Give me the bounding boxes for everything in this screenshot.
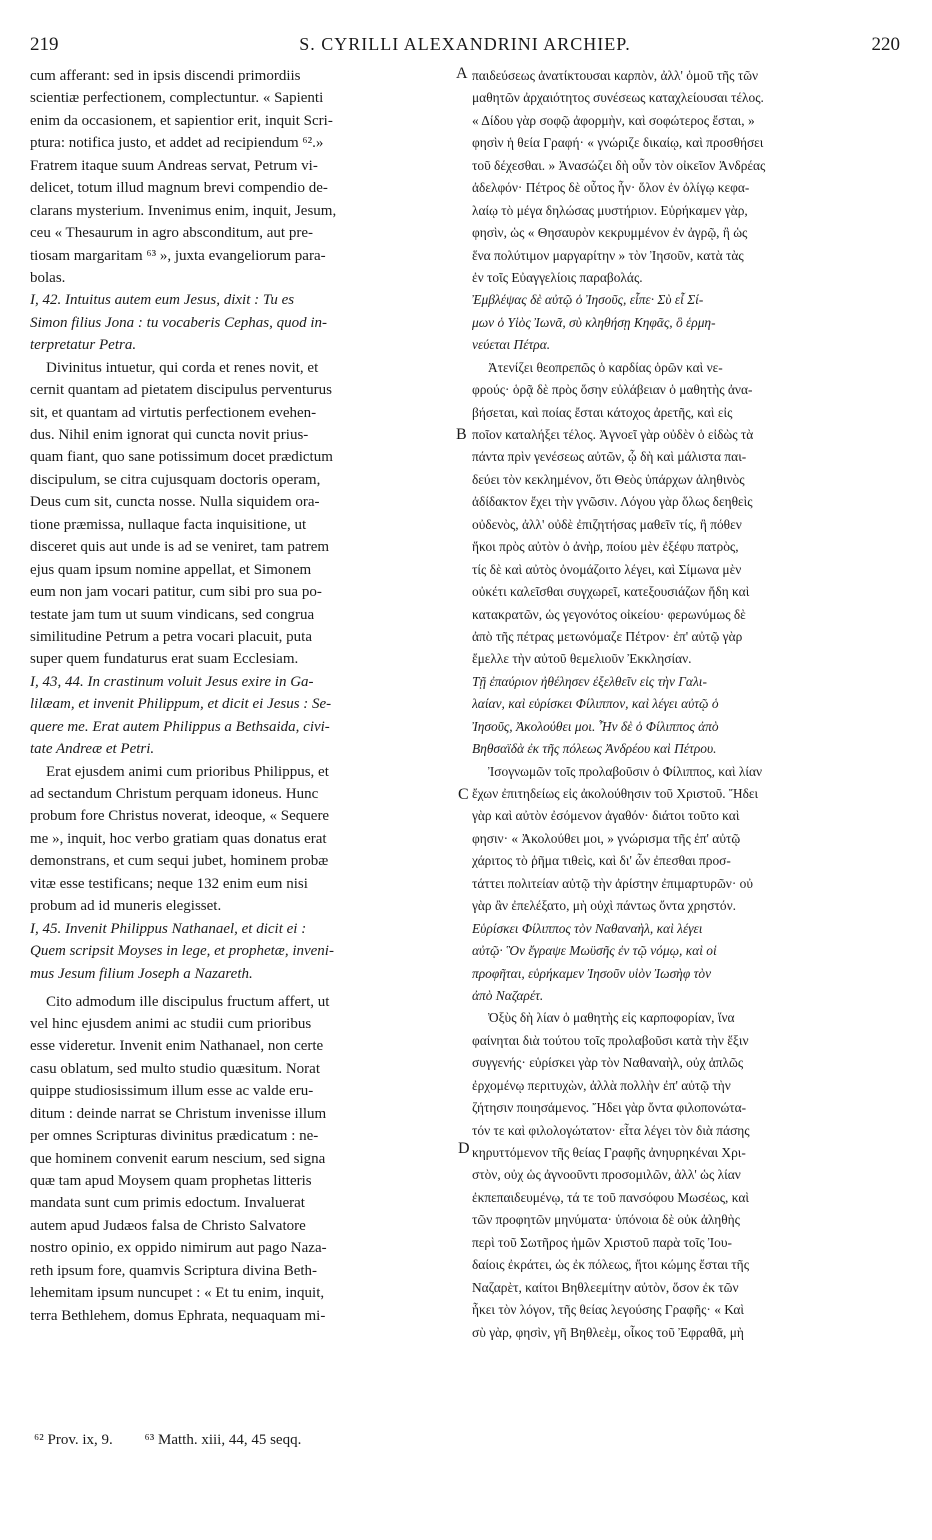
text-line: cum afferant: sed in ipsis discendi primordiis: [30, 68, 301, 84]
text-line: ἐν τοῖς Εὐαγγελίοις παραβολάς.: [472, 269, 643, 285]
text-line: mandata sunt cum primis edoctum. Invaluerat: [30, 1195, 305, 1212]
text-line: ptura: notifica justo, et addet ad recipiendum ⁶².»: [30, 135, 324, 152]
text-line: ἔμελλε τὴν αὐτοῦ θεμελιοῦν Ἐκκλησίαν.: [472, 651, 692, 667]
text-line: sit, et quantam ad virtutis perfectionem evehen-: [30, 404, 317, 421]
text-line: Ἀτενίζει θεοπρεπῶς ὁ καρδίας ὁρῶν καὶ νε-: [488, 359, 723, 375]
text-line: τόν τε καὶ φιλολογώτατον· εἶτα λέγει τὸν διὰ πάσης: [472, 1122, 750, 1138]
text-line: I, 42. Intuitus autem eum Jesus, dixit : Tu es: [30, 292, 295, 309]
greek-column: [472, 65, 907, 1344]
text-line: eum non jam vocari patitur, cum sibi pro sua po-: [30, 584, 322, 601]
latin-column: [30, 65, 460, 1327]
text-line: οὐδενὸς, ἀλλ' οὐδὲ ἐπιζητήσας μαθεῖν τίς, ἢ πόθεν: [472, 516, 742, 532]
text-line: esse videretur. Invenit enim Nathanael, non certe: [30, 1038, 324, 1055]
running-header: [30, 34, 900, 56]
text-line: testate jam tum ut suum vindicans, sed congrua: [30, 606, 315, 623]
text-line: ἀπὸ τῆς πέτρας μετωνόμαζε Πέτρον· ἐπ' αὐτῷ γὰρ: [472, 628, 743, 644]
text-line: Deus cum sit, cuncta nosse. Nulla siquidem ora-: [30, 494, 320, 511]
text-line: ceu « Thesaurum in agro absconditum, aut pre-: [30, 225, 313, 242]
text-line: κηρυττόμενον τῆς θείας Γραφῆς ἀνηυρηκέναι Χρι-: [472, 1145, 746, 1160]
footnotes: [34, 1432, 329, 1449]
text-line: νεύεται Πέτρα.: [472, 337, 551, 353]
text-line: reth ipsum fore, quamvis Scriptura divina Beth-: [30, 1262, 318, 1279]
margin-letter-c: C: [458, 786, 469, 803]
text-line: ditum : deinde narrat se Christum invenisse illum: [30, 1105, 327, 1122]
text-line: vel hinc ejusdem animi ac studii cum prioribus: [30, 1015, 312, 1032]
text-line: demonstrans, et cum sequi jubet, hominem probæ: [30, 853, 329, 870]
text-line: λαίαν, καὶ εὑρίσκει Φίλιππον, καὶ λέγει αὐτῷ ὁ: [472, 696, 719, 712]
text-line: ζήτησιν ποιησάμενος. Ἤδει γὰρ ὄντα φιλοπονώτα-: [472, 1100, 747, 1116]
text-line: tate Andreæ et Petri.: [30, 741, 155, 758]
text-line: Βηθσαϊδὰ ἐκ τῆς πόλεως Ἀνδρέου καὶ Πέτρου.: [472, 741, 717, 757]
text-line: μαθητῶν ἀρχαιότητος συνέσεως καταχλείουσαι τέλος.: [472, 90, 764, 106]
text-line: ἔχων ἐπιτηδείως εἰς ἀκολούθησιν τοῦ Χριστοῦ. Ἤδει: [472, 786, 759, 801]
text-line: Fratrem itaque suum Andreas servat, Petrum vi-: [30, 157, 318, 174]
text-line: lehemitam ipsum nuncupet : « Et tu enim, inquit,: [30, 1285, 325, 1302]
text-line: γὰρ καὶ αὐτὸν ἐσόμενον ἀγαθόν· διάτοι τοῦτο καὶ: [472, 808, 740, 824]
text-line: lilæam, et invenit Philippum, et dicit ei Jesus : Se-: [30, 696, 332, 713]
text-line: I, 45. Invenit Philippus Nathanael, et dicit ei :: [30, 920, 307, 937]
text-line: super quem fundaturus erat suam Ecclesiam.: [30, 651, 299, 668]
text-line: vitæ esse testificans; neque 132 enim eum nisi: [30, 875, 308, 892]
text-line: Ἐμβλέψας δὲ αὐτῷ ὁ Ἰησοῦς, εἶπε· Σὺ εἶ Σί-: [472, 292, 704, 308]
text-line: γὰρ ἂν ἐπελέξατο, μὴ οὐχὶ πάντως ὄντα χρηστόν.: [472, 898, 737, 914]
text-line: probum fore Christus noverat, ideoque, « Sequere: [30, 808, 330, 825]
text-line: μων ὁ Υἱὸς Ἰωνᾶ, σὺ κληθήσῃ Κηφᾶς, ὃ ἑρμη-: [472, 314, 716, 330]
text-line: τίς δὲ καὶ αὐτὸς ὀνομάζοιτο λέγει, καὶ Σίμωνα μὲν: [472, 561, 742, 577]
text-line: tiosam margaritam ⁶³ », juxta evangeliorum para-: [30, 247, 326, 264]
text-line: τάττει πολιτείαν αὐτῷ τὴν ἀρίστην ἐπιμαρτυρῶν· οὐ: [472, 875, 753, 891]
text-line: ad sectandum Christum perquam idoneus. Hunc: [30, 786, 319, 802]
text-line: Ἰσογνωμῶν τοῖς προλαβοῦσιν ὁ Φίλιππος, καὶ λίαν: [488, 763, 763, 779]
text-line: οὐκέτι καλεῖσθαι συγχωρεῖ, κατεξουσιάζων ἤδη καὶ: [472, 584, 750, 600]
text-line: βήσεται, καὶ ποίας ἔσται κάτοχος ἀρετῆς, καὶ εἰς: [472, 404, 733, 420]
text-line: συγγενής· εὑρίσκει γὰρ τὸν Ναθαναὴλ, οὐχ ἁπλῶς: [472, 1055, 744, 1071]
text-line: discipulum, se citra cujusquam doctoris operam,: [30, 471, 321, 488]
margin-letter-b: B: [456, 426, 467, 443]
margin-letter-d: D: [458, 1140, 470, 1157]
text-line: ἕνα πολύτιμον μαργαρίτην » τὸν Ἰησοῦν, κατὰ τὰς: [472, 247, 744, 263]
text-line: ἀδίδακτον ἔχει τὴν γνῶσιν. Λόγου γὰρ ὅλως δεηθεὶς: [472, 494, 753, 510]
text-line: φησὶν, ὡς « Θησαυρὸν κεκρυμμένον ἐν ἀγρῷ, ἢ ὡς: [472, 225, 748, 241]
text-line: terpretatur Petra.: [30, 337, 137, 354]
text-line: scientiæ perfectionem, complectuntur. « Sapienti: [30, 90, 324, 107]
text-line: quæ tam apud Moysem quam prophetas litteris: [30, 1173, 312, 1189]
text-line: στὸν, οὐχ ὡς ἀγνοοῦντι προσομιλῶν, ἀλλ' ὡς λίαν: [472, 1167, 741, 1183]
text-line: terra Bethlehem, domus Ephrata, nequaquam mi-: [30, 1307, 326, 1324]
text-line: I, 43, 44. In crastinum voluit Jesus exire in Ga-: [30, 673, 314, 690]
text-line: δεύει τὸν κεκλημένον, ὅτι Θεὸς ὑπάρχων ἀληθινὸς: [472, 471, 745, 487]
text-line: κατακρατῶν, ὡς γεγονότος οἰκείου· φερωνύμως δὲ: [472, 606, 746, 622]
text-line: Ναζαρὲτ, καίτοι Βηθλεεμίτην αὐτὸν, ὅσον ἐκ τῶν: [472, 1279, 739, 1295]
text-line: Cito admodum ille discipulus fructum affert, ut: [46, 993, 330, 1010]
text-line: Simon filius Jona : tu vocaberis Cephas, quod in-: [30, 314, 328, 331]
text-line: Ὀξὺς δὴ λίαν ὁ μαθητὴς εἰς καρποφορίαν, ἵνα: [488, 1010, 735, 1026]
text-line: Ἰησοῦς, Ἀκολούθει μοι. Ἦν δὲ ὁ Φίλιππος ἀπὸ: [472, 718, 719, 734]
text-line: λαίῳ τὸ μέγα δηλώσας μυστήριον. Εὑρήκαμεν γὰρ,: [472, 202, 748, 218]
text-line: Erat ejusdem animi cum prioribus Philippus, et: [46, 763, 329, 780]
text-line: ἧκει τὸν λόγον, τῆς θείας λεγούσης Γραφῆς· « Καὶ: [472, 1302, 745, 1318]
text-line: Divinitus intuetur, qui corda et renes novit, et: [46, 359, 319, 376]
text-line: προφῆται, εὑρήκαμεν Ἰησοῦν υἱὸν Ἰωσὴφ τὸν: [472, 965, 712, 981]
text-line: φησιν· « Ἀκολούθει μοι, » γνώρισμα τῆς ἐπ' αὐτῷ: [472, 830, 741, 846]
footnote-63: ⁶³ Matth. xiii, 44, 45 seqq.: [144, 1432, 302, 1448]
text-line: tione præmissa, nullaque facta inquisitione, ut: [30, 516, 307, 533]
text-line: bolas.: [30, 269, 66, 286]
text-line: nostro opinio, ex oppido nimirum aut pago Naza-: [30, 1240, 327, 1257]
text-line: πάντα πρὶν γενέσεως αὐτῶν, ᾧ δὴ καὶ μάλιστα παι-: [472, 449, 747, 465]
running-title: S. CYRILLI ALEXANDRINI ARCHIEP.: [299, 34, 631, 54]
text-line: ποῖον καταλήξει τέλος. Ἀγνοεῖ γὰρ οὐδὲν ὁ εἰδὼς τὰ: [472, 427, 754, 442]
text-line: δαίοις ἐκράτει, ὡς ἐκ πόλεως, ἤτοι κώμης ἔσται τῆς: [472, 1257, 749, 1273]
text-line: αὐτῷ· Ὃν ἔγραψε Μωϋσῆς ἐν τῷ νόμῳ, καὶ οἱ: [472, 943, 717, 959]
page-number-left: 219: [30, 34, 59, 55]
text-line: Τῇ ἐπαύριον ἠθέλησεν ἐξελθεῖν εἰς τὴν Γαλι-: [472, 673, 707, 689]
text-line: Quem scripsit Moyses in lege, et prophetæ, inveni-: [30, 943, 334, 960]
text-line: ἀδελφόν· Πέτρος δὲ οὗτος ἦν· ὅλον ἐν ὀλίγῳ κεφα-: [472, 180, 750, 196]
text-line: φρούς· ὁρᾷ δὲ πρὸς ὅσην εὐλάβειαν ὁ μαθητὴς ἀνα-: [472, 382, 753, 398]
text-line: disceret quis aut unde is ad se veniret, tam patrem: [30, 539, 330, 556]
text-line: περὶ τοῦ Σωτῆρος ἡμῶν Χριστοῦ παρὰ τοῖς Ἰου-: [472, 1234, 732, 1250]
text-line: dus. Nihil enim ignorat qui cuncta novit prius-: [30, 427, 309, 443]
footnote-62: ⁶² Prov. ix, 9.: [34, 1432, 113, 1448]
text-line: casu oblatum, sed multo studio quæsitum. Norat: [30, 1060, 320, 1077]
text-line: delicet, totum illud magnum brevi compendio de-: [30, 180, 328, 197]
text-line: « Δίδου γὰρ σοφῷ ἀφορμὴν, καὶ σοφώτερος ἔσται, »: [472, 112, 755, 128]
text-line: ἐκπεπαιδευμένῳ, τά τε τοῦ πανσόφου Μωσέως, καὶ: [472, 1189, 749, 1205]
text-line: χάριτος τὸ ῥῆμα τιθεὶς, καὶ δι' ὧν ἐπεσθαι προσ-: [472, 853, 731, 869]
text-line: ἥκοι πρὸς αὐτὸν ὁ ἀνὴρ, ποίου μὲν ἐξέφυ πατρὸς,: [472, 539, 739, 555]
text-line: mus Jesum filium Joseph a Nazareth.: [30, 965, 253, 982]
text-line: ejus quam ipsum nomine appellat, et Simonem: [30, 561, 312, 578]
text-line: φαίνηται διὰ τούτου τοῖς προλαβοῦσι κατὰ τὴν ἕξιν: [472, 1032, 749, 1048]
text-line: per omnes Scripturas divinitus prædicatum : ne-: [30, 1128, 319, 1145]
text-line: me », inquit, hoc verbo gratiam quas donatus erat: [30, 830, 327, 847]
text-line: τοῦ δέχεσθαι. » Ἀνασώζει δὴ οὖν τὸν οἰκεῖον Ἀνδρέας: [472, 157, 766, 173]
text-line: quere me. Erat autem Philippus a Bethsaida, civi-: [30, 718, 330, 735]
text-line: Εὑρίσκει Φίλιππος τὸν Ναθαναὴλ, καὶ λέγει: [472, 920, 703, 936]
text-line: autem apud Judæos falsa de Christo Salvatore: [30, 1217, 306, 1234]
text-line: σὺ γὰρ, φησὶν, γῆ Βηθλεὲμ, οἶκος τοῦ Ἐφραθᾶ, μὴ: [472, 1324, 744, 1340]
text-line: ἀπὸ Ναζαρέτ.: [472, 987, 544, 1003]
text-line: enim da occasionem, et sapientior erit, inquit Scri-: [30, 112, 333, 129]
text-line: quam fiant, quo sane potissimum docet prædictum: [30, 449, 333, 466]
text-line: quippe studiosissimum illum esse ac valde eru-: [30, 1083, 314, 1100]
margin-letter-a: A: [456, 65, 468, 82]
text-line: clarans mysterium. Invenimus enim, inquit, Jesum,: [30, 202, 337, 219]
text-line: τῶν προφητῶν μηνύματα· ὑπόνοια δὲ οὐκ ἀληθὴς: [472, 1212, 740, 1228]
text-line: παιδεύσεως ἀνατίκτουσαι καρπὸν, ἀλλ' ὁμοῦ τῆς τῶν: [472, 68, 759, 83]
text-line: que hominem convenit earum nescium, sed signa: [30, 1150, 326, 1167]
text-line: probum ad id muneris elegisset.: [30, 898, 222, 915]
page-number-right: 220: [871, 34, 900, 55]
text-line: φησὶν ἡ θεία Γραφή· « γνώριζε δικαίῳ, καὶ προσθήσει: [472, 135, 764, 151]
text-line: cernit quantam ad pietatem discipulus perventurus: [30, 382, 332, 399]
text-line: ἐρχομένῳ περιτυχὼν, ἀλλὰ πολλὴν ἐπ' αὐτῷ τὴν: [472, 1077, 731, 1093]
text-line: similitudine Petrum a petra vocari placuit, puta: [30, 628, 313, 645]
